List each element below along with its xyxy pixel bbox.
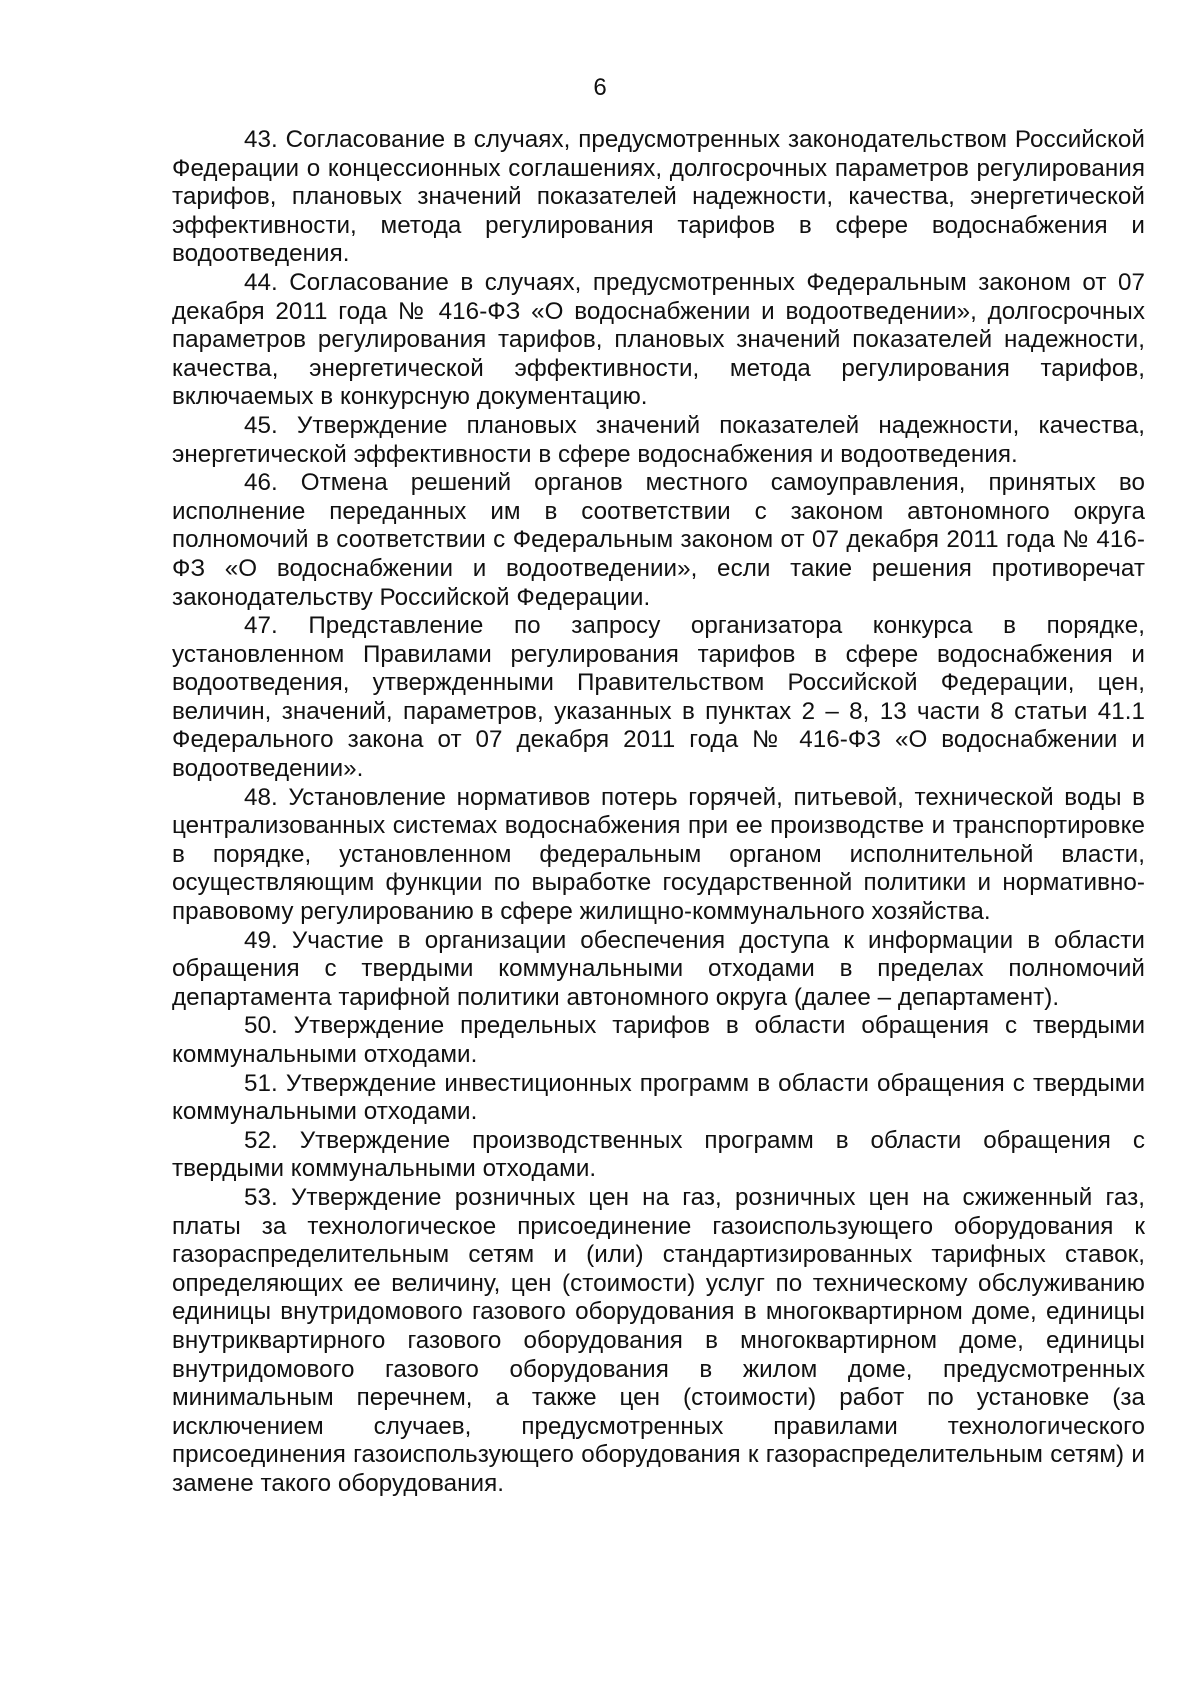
paragraph-45 (172, 412, 1145, 469)
paragraph-53 (172, 1184, 1145, 1499)
paragraph-43 (172, 126, 1145, 269)
item-number: 53. (244, 1183, 278, 1211)
item-number: 45. (244, 411, 278, 439)
paragraph-text: Согласование в случаях, предусмотренных законодательством Российской Федерации о концессионных соглашениях, долгосрочных параметров регулирования тарифов, плановых значений показателей надежности, качества, энергетической эффективности, метода регулирования тарифов в сфере водоснабжения и водоотведения. (172, 126, 1145, 268)
item-number: 52. (244, 1126, 278, 1154)
item-number: 48. (244, 783, 278, 811)
paragraph-48 (172, 784, 1145, 927)
paragraph-51 (172, 1070, 1145, 1127)
item-number: 49. (244, 926, 278, 954)
item-number: 44. (244, 268, 278, 296)
paragraph-46 (172, 469, 1145, 612)
paragraph-50 (172, 1012, 1145, 1069)
paragraph-text: Согласование в случаях, предусмотренных Федеральным законом от 07 декабря 2011 года № 416-ФЗ «О водоснабжении и водоотведении», долгосрочных параметров регулирования тарифов, плановых значений показателей надежности, качества, энергетической эффективности, метода регулирования тарифов, включаемых в конкурсную документацию. (172, 268, 1145, 411)
paragraph-text: Отмена решений органов местного самоуправления, принятых во исполнение переданных им в соответствии с законом автономного округа полномочий в соответствии с Федеральным законом от 07 декабря 2011 года № 416-ФЗ «О водоснабжении и водоотведении», если такие решения противоречат законодательству Российской Федерации. (172, 469, 1145, 611)
paragraph-text: Утверждение розничных цен на газ, розничных цен на сжиженный газ, платы за технологическое присоединение газоиспользующего оборудования к газораспределительным сетям и (или) стандартизированных тарифных ставок, определяющих ее величину, цен (стоимости) услуг по техническому обслуживанию единицы внутридомового газового оборудования в многоквартирном доме, единицы внутриквартирного газового оборудования в многоквартирном доме, единицы внутридомового газового оборудования в жилом доме, предусмотренных минимальным перечнем, а также цен (стоимости) работ по установке (за исключением случаев, предусмотренных правилами технологического присоединения газоиспользующего оборудования к газораспределительным сетям) и замене такого оборудования. (172, 1183, 1145, 1497)
item-number: 47. (244, 612, 278, 640)
item-number: 51. (244, 1069, 278, 1097)
item-number: 43. (244, 126, 278, 153)
paragraph-49 (172, 927, 1145, 1013)
document-body (172, 126, 1145, 1499)
paragraph-text: Участие в организации обеспечения доступа к информации в области обращения с твердыми коммунальными отходами в пределах полномочий департамента тарифной политики автономного округа (далее – департамент). (172, 926, 1145, 1011)
paragraph-text: Утверждение плановых значений показателей надежности, качества, энергетической эффективности в сфере водоснабжения и водоотведения. (172, 411, 1145, 468)
paragraph-text: Утверждение предельных тарифов в области обращения с твердыми коммунальными отходами. (172, 1012, 1146, 1068)
item-number: 46. (244, 469, 278, 497)
paragraph-text: Утверждение производственных программ в области обращения с твердыми коммунальными отходами. (172, 1126, 1145, 1183)
paragraph-text: Установление нормативов потерь горячей, питьевой, технической воды в централизованных системах водоснабжения при ее производстве и транспортировке в порядке, установленном федеральным органом исполнительной власти, осуществляющим функции по выработке государственной политики и нормативно-правовому регулированию в сфере жилищно-коммунального хозяйства. (172, 783, 1145, 926)
paragraph-text: Утверждение инвестиционных программ в области обращения с твердыми коммунальными отходами. (172, 1069, 1145, 1126)
paragraph-47 (172, 612, 1145, 784)
paragraph-text: Представление по запросу организатора конкурса в порядке, установленном Правилами регулирования тарифов в сфере водоснабжения и водоотведения, утвержденными Правительством Российской Федерации, цен, величин, значений, параметров, указанных в пунктах 2 – 8, 13 части 8 статьи 41.1 Федерального закона от 07 декабря 2011 года № 416-ФЗ «О водоснабжении и водоотведении». (172, 612, 1145, 783)
paragraph-44 (172, 269, 1145, 412)
paragraph-52 (172, 1127, 1145, 1184)
item-number: 50. (244, 1012, 278, 1040)
page-number: 6 (593, 74, 607, 101)
